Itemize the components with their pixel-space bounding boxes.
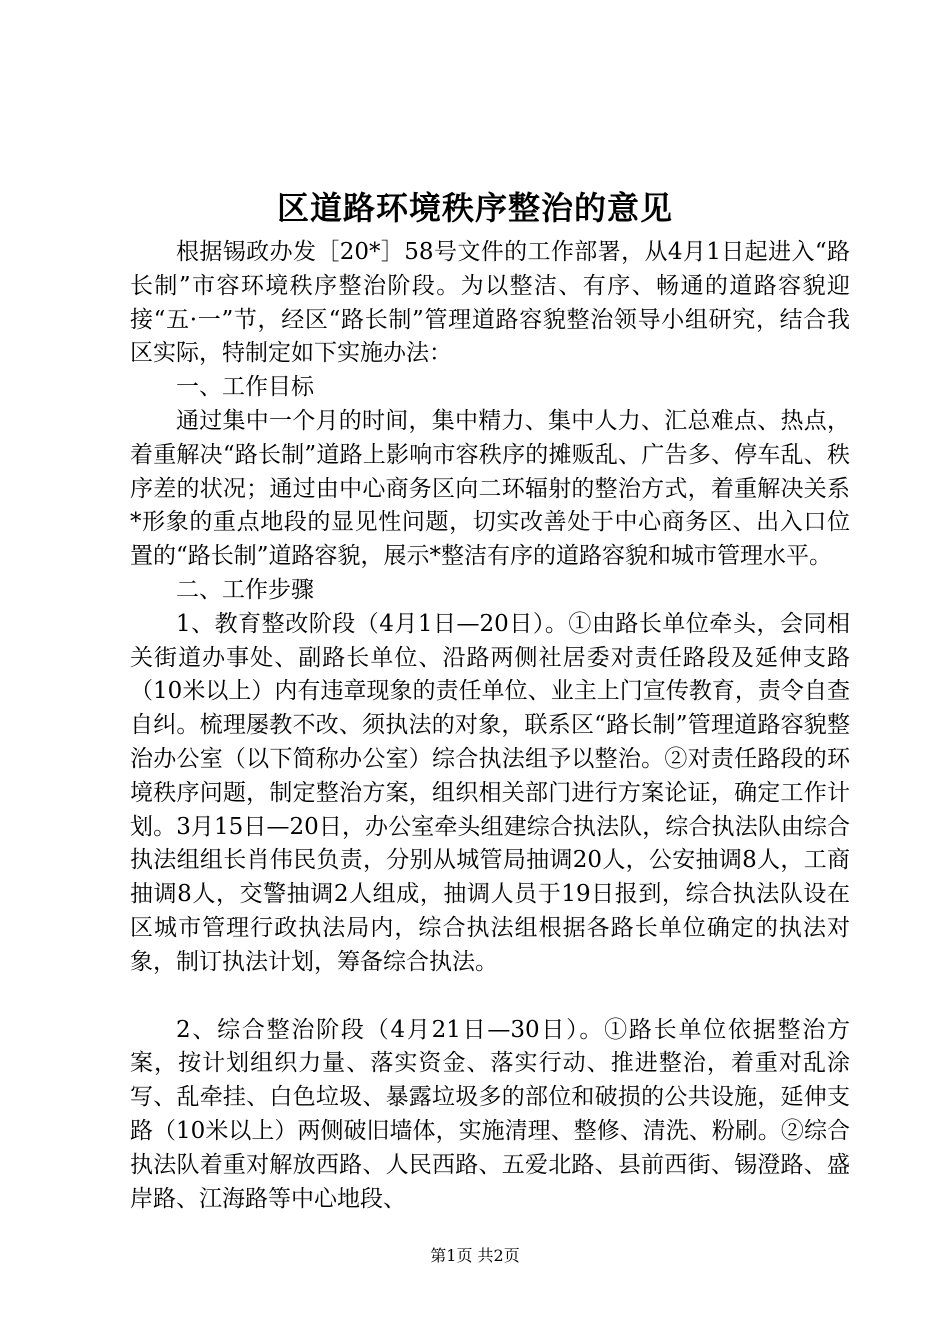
step-1-paragraph: 1、教育整改阶段（4月1日—20日）。①由路长单位牵头，会同相关街道办事处、副路长单位、沿路两侧社居委对责任路段及延伸支路（10米以上）内有违章现象的责任单位、业主上门宣传教育，责令自查自纠。梳理屡教不改、须执法的对象，联系区“路长制”管理道路容貌整治办公室（以下简称办公室）综合执法组予以整治。②对责任路段的环境秩序问题，制定整治方案，组织相关部门进行方案论证，确定工作计划。3月15日—20日，办公室牵头组建综合执法队，综合执法队由综合执法组组长肖伟民负责，分别从城管局抽调20人，公安抽调8人，工商抽调8人，交警抽调2人组成，抽调人员于19日报到，综合执法队设在区城市管理行政执法局内，综合执法组根据各路长单位确定的执法对象，制订执法计划，筹备综合执法。 <box>130 610 850 975</box>
step-2-paragraph: 2、综合整治阶段（4月21日—30日）。①路长单位依据整治方案，按计划组织力量、落实资金、落实行动、推进整治，着重对乱涂写、乱牵挂、白色垃圾、暴露垃圾多的部位和破损的公共设施，延伸支路（10米以上）两侧破旧墙体，实施清理、整修、清洗、粉刷。②综合执法队着重对解放西路、人民西路、五爱北路、县前西街、锡澄路、盛岸路、江海路等中心地段、 <box>130 1016 850 1212</box>
page-footer: 第1页 共2页 <box>430 1246 520 1265</box>
intro-paragraph: 根据锡政办发［20*］58号文件的工作部署，从4月1日起进入“路长制”市容环境秩序整治阶段。为以整洁、有序、畅通的道路容貌迎接“五·一”节，经区“路长制”管理道路容貌整治领导小组研究，结合我区实际，特制定如下实施办法： <box>130 239 850 367</box>
section-heading-steps: 二、工作步骤 <box>176 576 314 603</box>
goals-paragraph: 通过集中一个月的时间，集中精力、集中人力、汇总难点、热点，着重解决“路长制”道路上影响市容秩序的摊贩乱、广告多、停车乱、秩序差的状况；通过由中心商务区向二环辐射的整治方式，着重解决关系*形象的重点地段的显见性问题，切实改善处于中心商务区、出入口位置的“路长制”道路容貌，展示*整洁有序的道路容貌和城市管理水平。 <box>130 407 850 570</box>
section-heading-goals: 一、工作目标 <box>176 374 314 401</box>
document-title: 区道路环境秩序整治的意见 <box>276 189 673 227</box>
document-body <box>130 236 850 1216</box>
